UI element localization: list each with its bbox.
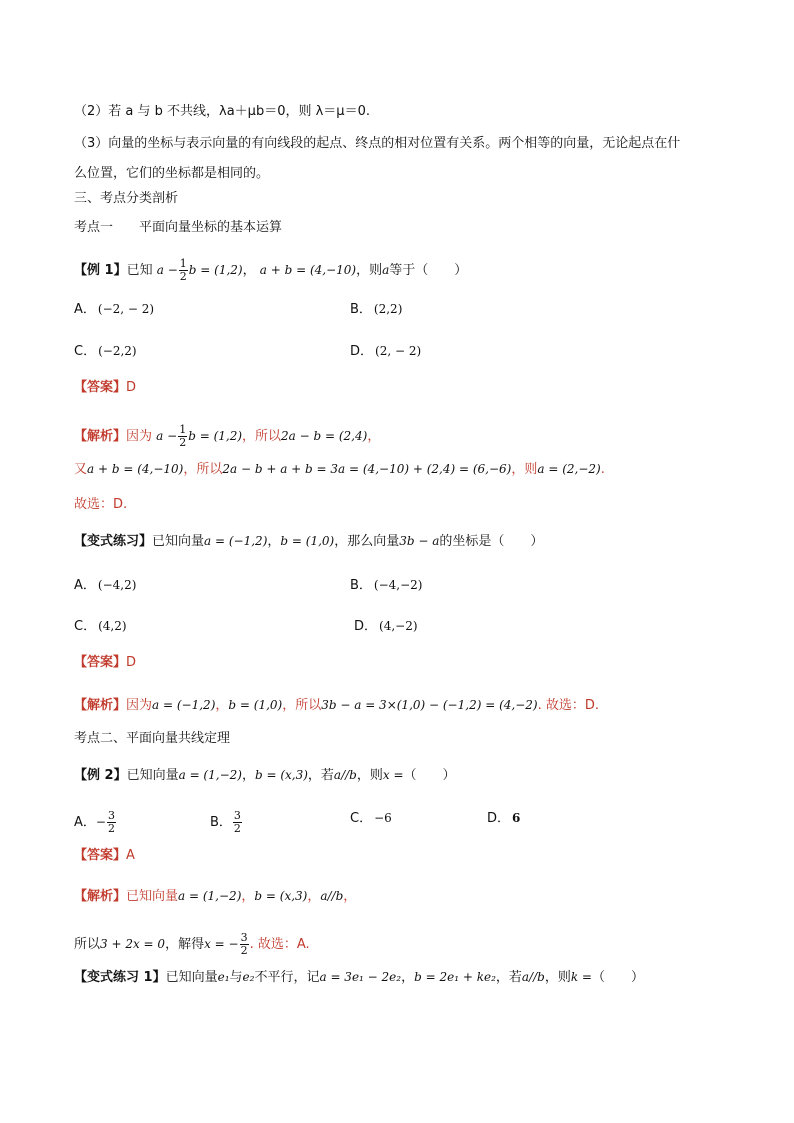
fraction-half: $\frac{1}{2}$ (179, 423, 187, 449)
example-1-eq2: a + b = (4,−10) (259, 263, 357, 277)
variant-1-question: 【变式练习】已知向量a = (−1,2)，b = (1,0)，那么向量3b − a的坐标是（ ） (74, 534, 544, 549)
example-tag: 【例 1】 (74, 263, 127, 278)
note-2: （2）若 a 与 b 不共线，λa＋μb＝0，则 λ＝μ＝0. (74, 104, 370, 119)
section-title: 三、考点分类剖析 (74, 191, 179, 206)
example-1-question: 【例 1】已知 a − $\frac{1}{2}$ b = (1,2)， a + b = (4,−10)，则a等于（ ） (74, 257, 468, 283)
example-2-analysis-line-1: 【解析】已知向量a = (1,−2)，b = (x,3)，a//b， (74, 889, 357, 904)
variant-1-answer: 【答案】D (74, 655, 137, 670)
example-2-question: 【例 2】已知向量a = (1,−2)，b = (x,3)，若a//b，则x =（ ） (74, 768, 456, 783)
option-c: C． (−2,2) (74, 344, 137, 359)
option-c: C． −6 (350, 811, 392, 826)
variant-1-analysis: 【解析】因为a = (−1,2)，b = (1,0)，所以3b − a = 3×(1,0) − (−1,2) = (4,−2). 故选：D. (74, 698, 599, 713)
example-1-analysis-line-2: 又a + b = (4,−10)，所以2a − b + a + b = 3a = (4,−10) + (2,4) = (6,−6)，则a = (2,−2). (74, 462, 605, 477)
option-b: B． $\frac{3}{2}$ (210, 809, 241, 835)
example-1-analysis-line-1: 【解析】因为 a − $\frac{1}{2}$ b = (1,2)，所以2a − b = (2,4)， (74, 423, 381, 449)
example-2-answer: 【答案】A (74, 848, 135, 863)
note-3-line-2: 么位置，它们的坐标都是相同的。 (74, 166, 270, 181)
option-b: B． (−4,−2) (350, 578, 423, 593)
kaodian-1-title: 考点一 平面向量坐标的基本运算 (74, 220, 283, 235)
option-a: A． (−4,2) (74, 578, 137, 593)
option-d: D． (4,−2) (354, 619, 418, 634)
option-d: D． 6 (487, 811, 521, 826)
example-2-analysis-line-2: 所以3 + 2x = 0，解得x = − $\frac{3}{2}$ . 故选：A. (74, 931, 310, 957)
variant-2-question: 【变式练习 1】已知向量e₁与e₂不平行，记a = 3e₁ − 2e₂，b = 2e₁ + ke₂，若a//b，则k =（ ） (74, 970, 644, 985)
kaodian-2-title: 考点二、平面向量共线定理 (74, 731, 231, 746)
fraction-half: $\frac{1}{2}$ (179, 257, 187, 283)
example-1-answer: 【答案】D (74, 380, 137, 395)
option-a: A． (−2, − 2) (74, 302, 155, 317)
example-1-eq1-rhs: b = (1,2) (188, 263, 243, 277)
example-1-conclusion: 故选：D. (74, 497, 128, 512)
option-d: D． (2, − 2) (350, 344, 422, 359)
option-c: C． (4,2) (74, 619, 127, 634)
option-a: A．− $\frac{3}{2}$ (74, 809, 115, 835)
note-3-line-1: （3）向量的坐标与表示向量的有向线段的起点、终点的相对位置有关系。两个相等的向量，无论起点在什 (74, 136, 681, 151)
option-b: B． (2,2) (350, 302, 403, 317)
example-1-eq1-lhs: a − (156, 263, 178, 277)
